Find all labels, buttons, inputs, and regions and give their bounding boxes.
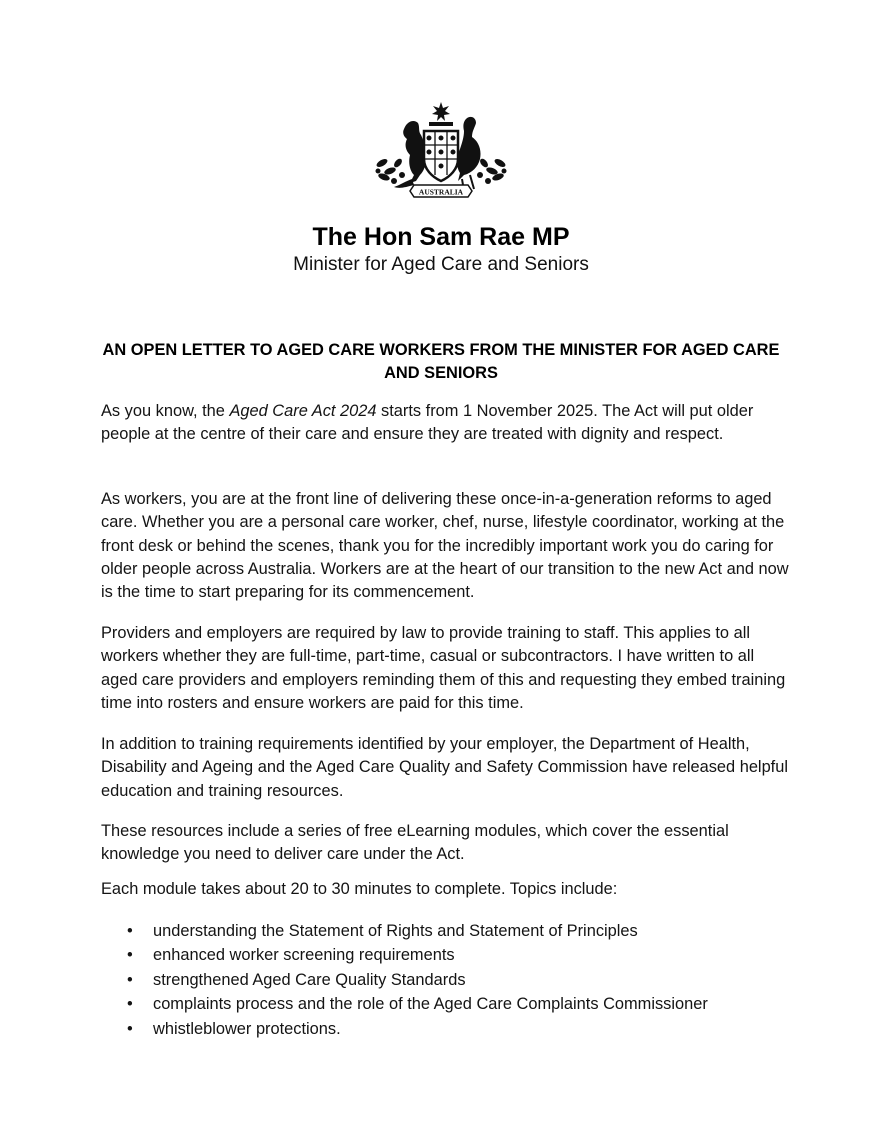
bullet: • <box>127 922 133 940</box>
paragraph-training-obligations: Providers and employers are required by law to provide training to staff. This applies to all workers whether they are full-time, part-time, casual or subcontractors. I have written to all aged care providers and employers reminding them of this and requesting they embed training time into rosters and ensure workers are paid for this time. <box>101 624 786 712</box>
topic-text: complaints process and the role of the Aged Care Complaints Commissioner <box>153 995 708 1014</box>
minister-name: The Hon Sam Rae MP <box>312 223 570 251</box>
coat-of-arms-emblem <box>374 101 508 203</box>
list-item <box>101 1017 791 1041</box>
intro-text-end: starts from 1 November 2025. The Act will put older people at the centre of their care and ensure they are treated with dignity and respect. <box>101 402 754 444</box>
paragraph-intro <box>101 400 791 447</box>
bullet: • <box>127 1019 133 1038</box>
topic-text: enhanced worker screening requirements <box>153 946 455 965</box>
paragraph-module-duration: Each module takes about 20 to 30 minutes to complete. Topics include: <box>101 880 618 898</box>
bullet: • <box>127 995 133 1014</box>
topic-text: whistleblower protections. <box>153 1019 341 1038</box>
intro-text-start: As you know, the <box>101 402 230 420</box>
paragraph-elearning: These resources include a series of free eLearning modules, which cover the essential knowledge you need to deliver care under the Act. <box>101 822 729 864</box>
letter-title: AN OPEN LETTER TO AGED CARE WORKERS FROM THE MINISTER FOR AGED CARE AND SENIORS <box>102 341 780 382</box>
paragraph-workers: As workers, you are at the front line of delivering these once-in-a-generation reforms to aged care. Whether you are a personal care worker, chef, nurse, lifestyle coordinator, working at the front desk or behind the scenes, thank you for the incredibly important work you do caring for older people across Australia. Workers are at the heart of our transition to the new Act and now is the time to start preparing for its commencement. <box>101 490 789 602</box>
topics-list <box>101 919 791 1041</box>
paragraph-resources: In addition to training requirements identified by your employer, the Department of Health, Disability and Ageing and the Aged Care Quality and Safety Commission have released helpful education and training resources. <box>101 735 788 800</box>
minister-role: Minister for Aged Care and Seniors <box>293 254 589 275</box>
act-name: Aged Care Act 2024 <box>229 402 377 420</box>
svg-text:AUSTRALIA: AUSTRALIA <box>418 187 464 197</box>
list-item <box>101 919 791 943</box>
list-item <box>101 943 791 967</box>
bullet: • <box>127 946 133 965</box>
list-item <box>101 992 791 1016</box>
topic-text: strengthened Aged Care Quality Standards <box>153 970 466 989</box>
topic-text: understanding the Statement of Rights and Statement of Principles <box>153 922 638 940</box>
bullet: • <box>127 970 133 989</box>
list-item <box>101 968 791 992</box>
